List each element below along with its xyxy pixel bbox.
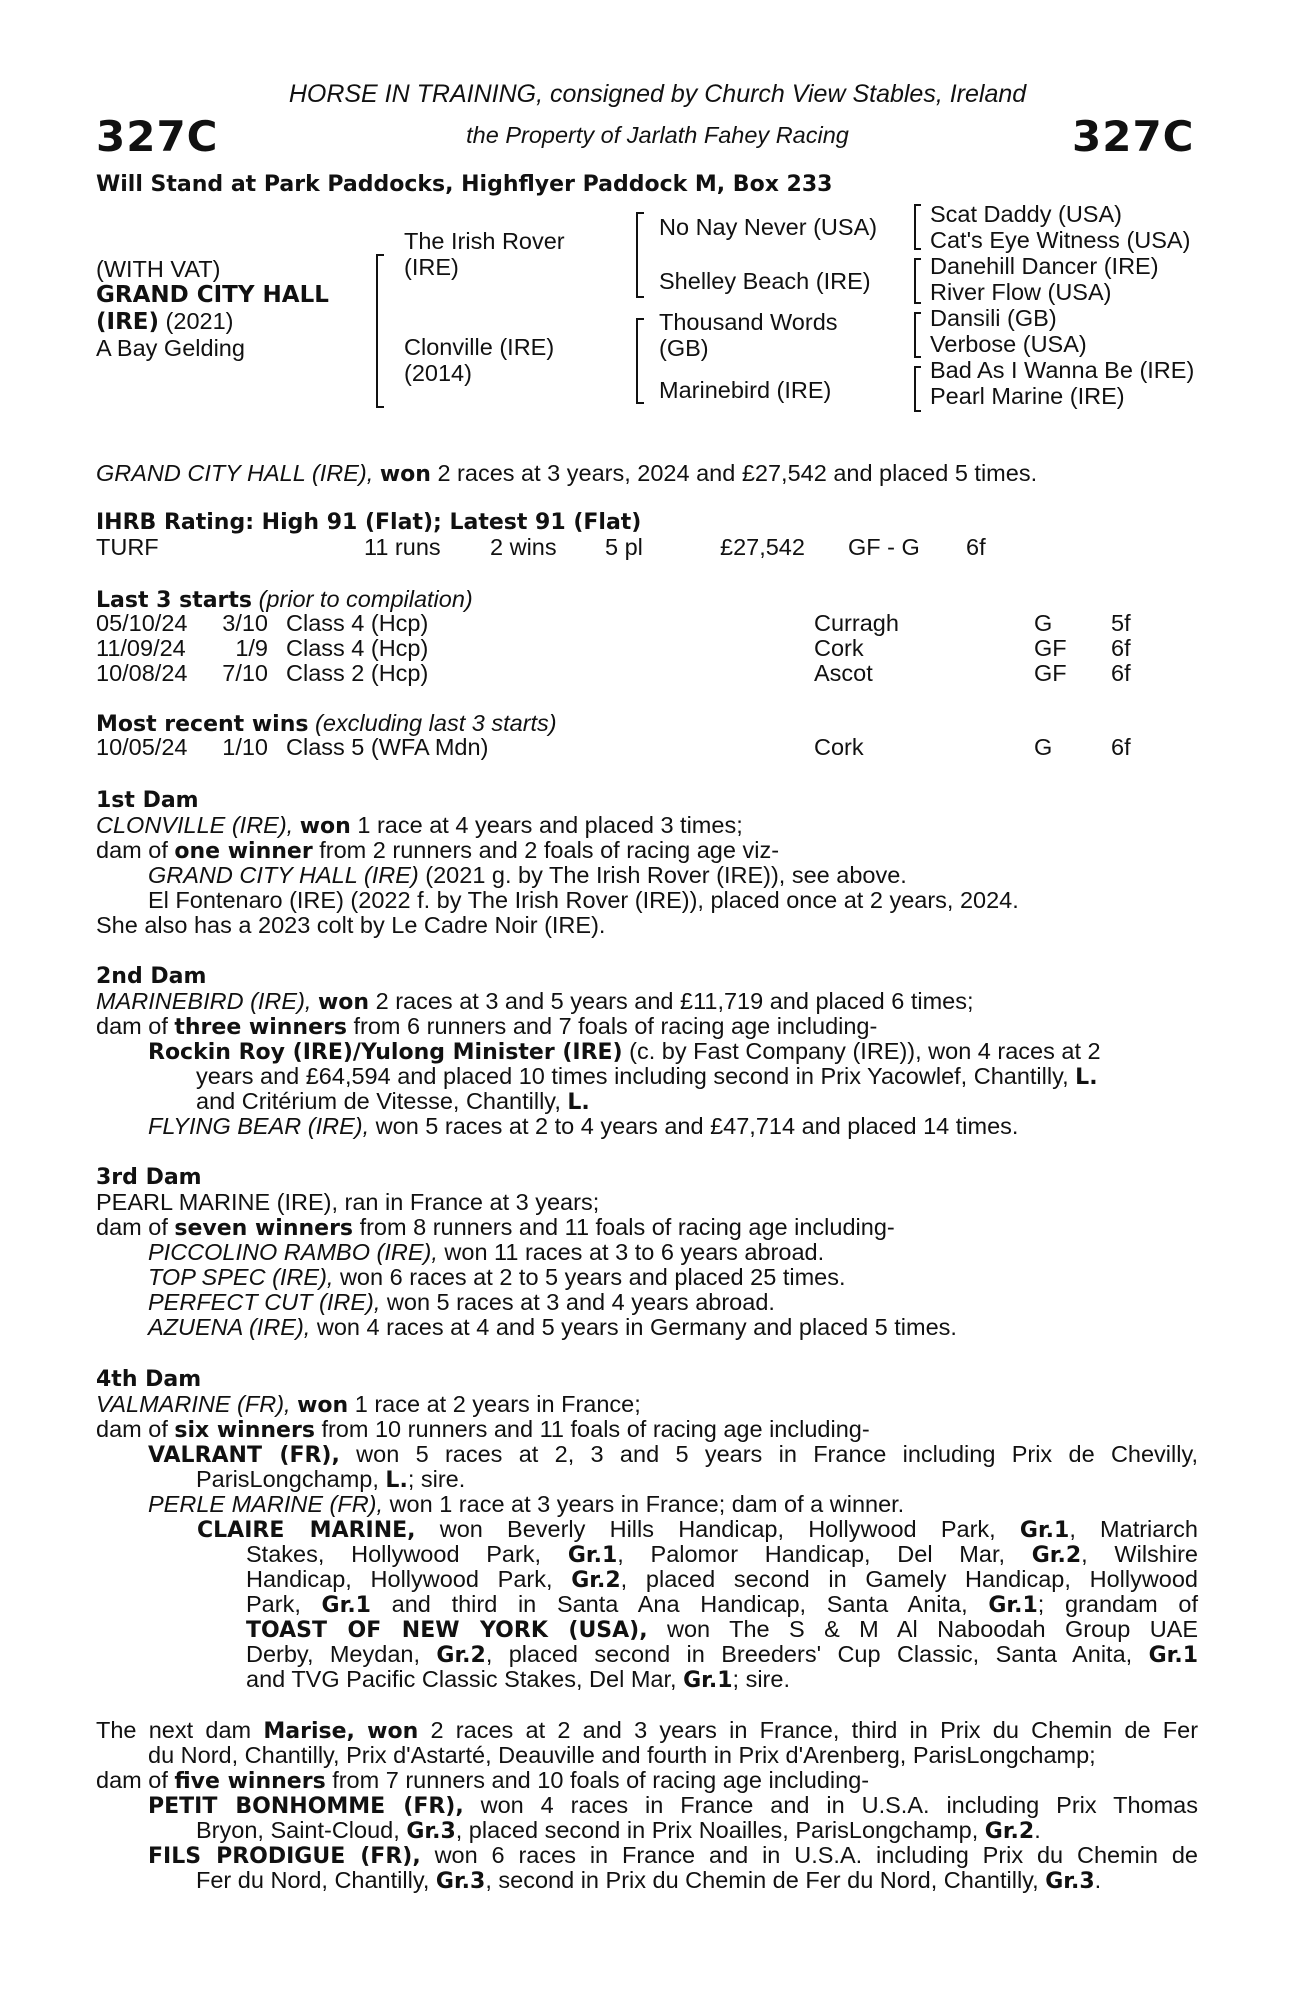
dam1-offspring-2: El Fontenaro (IRE) (2022 f. by The Irish Rover (IRE)), placed once at 2 years, 2024. — [148, 887, 1019, 913]
last3-rows-dist: 6f — [1111, 660, 1131, 686]
dam3-line1: PEARL MARINE (IRE), ran in France at 3 years; — [96, 1189, 600, 1215]
rating-distance: 6f — [966, 534, 986, 560]
dam4-perle-marine: PERLE MARINE (FR), won 1 race at 3 years in France; dam of a winner. — [148, 1491, 905, 1517]
dam4-valrant-line1: VALRANT (FR), won 5 races at 2, 3 and 5 years in France including Prix de Chevilly, — [148, 1441, 1198, 1468]
pedigree-brace-sire — [636, 212, 644, 298]
dam3-runner3: PERFECT CUT (IRE), won 5 races at 3 and 4 years abroad. — [148, 1289, 775, 1315]
rating-placed: 5 pl — [605, 534, 643, 560]
rating-surface: TURF — [96, 534, 159, 560]
next-dam-line1: The next dam Marise, won 2 races at 2 and 3 years in France, third in Prix du Chemin de Fer — [96, 1717, 1199, 1744]
last3-rows-race: Class 4 (Hcp) — [286, 610, 429, 636]
dam2-line1: MARINEBIRD (IRE), won 2 races at 3 and 5 years and £11,719 and placed 6 times; — [96, 988, 974, 1015]
dam2-runner1-line3: and Critérium de Vitesse, Chantilly, L. — [196, 1088, 590, 1115]
dam1-heading: 1st Dam — [96, 788, 199, 813]
rating-going: GF - G — [848, 534, 920, 560]
last3-rows-date: 11/09/24 — [96, 635, 186, 661]
last3-rows-course: Ascot — [814, 660, 873, 686]
dam3-runner1: PICCOLINO RAMBO (IRE), won 11 races at 3 to 6 years abroad. — [148, 1239, 825, 1265]
dam3-runner2: TOP SPEC (IRE), won 6 races at 2 to 5 years and placed 25 times. — [148, 1264, 846, 1290]
dam2-runner1-line1: Rockin Roy (IRE)/Yulong Minister (IRE) (c. by Fast Company (IRE)), won 4 races at 2 — [148, 1038, 1101, 1065]
last3-heading: Last 3 starts (prior to compilation) — [96, 586, 473, 613]
dam-dam: Marinebird (IRE) — [659, 377, 832, 403]
pedigree-brace-main — [376, 254, 384, 408]
last3-rows-race: Class 4 (Hcp) — [286, 635, 429, 661]
sire-sire: No Nay Never (USA) — [659, 214, 878, 240]
dam3-line2: dam of seven winners from 8 runners and 11 foals of racing age including- — [96, 1214, 895, 1241]
race-summary: GRAND CITY HALL (IRE), won 2 races at 3 years, 2024 and £27,542 and placed 5 times. — [96, 460, 1038, 487]
last3-rows-pos: 1/9 — [235, 635, 268, 661]
dam-sire: Thousand Words (GB) — [659, 309, 838, 361]
consignor-line: HORSE IN TRAINING, consigned by Church View Stables, Ireland — [288, 80, 1027, 108]
last3-rows-date: 05/10/24 — [96, 610, 188, 636]
last3-rows-pos: 7/10 — [222, 660, 268, 686]
rating-wins: 2 wins — [490, 534, 557, 560]
pedigree-brace-dam — [636, 318, 644, 404]
recent-rows-course: Cork — [814, 734, 864, 760]
dam2-line2: dam of three winners from 6 runners and 7 foals of racing age including- — [96, 1013, 878, 1040]
horse-name: GRAND CITY HALL — [96, 282, 329, 308]
claire-marine-line6: Derby, Meydan, Gr.2, placed second in Breeders' Cup Classic, Santa Anita, Gr.1 — [246, 1641, 1199, 1668]
claire-marine-line4: Park, Gr.1 and third in Santa Ana Handicap, Santa Anita, Gr.1; grandam of — [246, 1591, 1199, 1618]
dam1-line2: dam of one winner from 2 runners and 2 foals of racing age viz- — [96, 837, 780, 864]
pedigree-brace-g4 — [914, 366, 921, 412]
dam2-heading: 2nd Dam — [96, 964, 207, 989]
dam3-heading: 3rd Dam — [96, 1165, 202, 1190]
pedigree-brace-g3 — [914, 312, 921, 358]
vat-note: (WITH VAT) — [96, 256, 221, 282]
property-line: the Property of Jarlath Fahey Racing — [466, 122, 849, 148]
horse-year: (2021) — [165, 308, 234, 334]
fils-prodigue-line2: Fer du Nord, Chantilly, Gr.3, second in Prix du Chemin de Fer du Nord, Chantilly, Gr.3. — [196, 1867, 1102, 1894]
recent-rows-race: Class 5 (WFA Mdn) — [286, 734, 489, 760]
fils-prodigue-line1: FILS PRODIGUE (FR), won 6 races in France and in U.S.A. including Prix du Chemin de — [148, 1842, 1198, 1869]
horse-country: (IRE) — [96, 309, 160, 335]
last3-rows-going: GF — [1034, 660, 1067, 686]
pedigree-gen3: Scat Daddy (USA) Cat's Eye Witness (USA) Danehill Dancer (IRE) River Flow (USA) Dansili (GB) Verbose (USA) Bad As I Wanna Be (IRE) Pearl Marine (IRE) — [930, 201, 1195, 409]
rating-runs: 11 runs — [364, 534, 441, 560]
dam4-valrant-line2: ParisLongchamp, L.; sire. — [196, 1466, 466, 1493]
horse-block — [96, 256, 329, 361]
lot-number-right: 327C — [1072, 112, 1195, 161]
dam1-line1: CLONVILLE (IRE), won 1 race at 4 years and placed 3 times; — [96, 812, 743, 839]
petit-bonhomme-line2: Bryon, Saint-Cloud, Gr.3, placed second in Prix Noailles, ParisLongchamp, Gr.2. — [196, 1817, 1041, 1844]
recent-rows-dist: 6f — [1111, 734, 1131, 760]
rating-title: IHRB Rating: High 91 (Flat); Latest 91 (Flat) — [96, 510, 642, 535]
claire-marine-line2: Stakes, Hollywood Park, Gr.1, Palomor Handicap, Del Mar, Gr.2, Wilshire — [246, 1541, 1198, 1568]
last3-rows-course: Cork — [814, 635, 864, 661]
dam1-note: She also has a 2023 colt by Le Cadre Noir (IRE). — [96, 912, 606, 938]
claire-marine-line7: and TVG Pacific Classic Stakes, Del Mar, Gr.1; sire. — [246, 1666, 790, 1693]
last3-rows-going: GF — [1034, 635, 1067, 661]
last3-rows-dist: 6f — [1111, 635, 1131, 661]
last3-rows-course: Curragh — [814, 610, 899, 636]
dam1-offspring-1: GRAND CITY HALL (IRE) (2021 g. by The Irish Rover (IRE)), see above. — [148, 862, 907, 888]
pedigree-brace-g2 — [914, 258, 921, 304]
dam3-runner4: AZUENA (IRE), won 4 races at 4 and 5 years in Germany and placed 5 times. — [148, 1314, 957, 1340]
recent-wins-heading: Most recent wins (excluding last 3 starts) — [96, 710, 557, 737]
claire-marine-line5: TOAST OF NEW YORK (USA), won The S & M Al Naboodah Group UAE — [246, 1616, 1199, 1643]
recent-rows-going: G — [1034, 734, 1053, 760]
last3-rows-pos: 3/10 — [222, 610, 268, 636]
claire-marine-line1: CLAIRE MARINE, won Beverly Hills Handicap, Hollywood Park, Gr.1, Matriarch — [197, 1516, 1198, 1543]
recent-rows-date: 10/05/24 — [96, 734, 188, 760]
dam4-line1: VALMARINE (FR), won 1 race at 2 years in France; — [96, 1391, 641, 1418]
last3-rows-date: 10/08/24 — [96, 660, 188, 686]
next-dam-line3: dam of five winners from 7 runners and 10 foals of racing age including- — [96, 1767, 870, 1794]
lot-number-left: 327C — [96, 112, 219, 161]
dam: Clonville (IRE) (2014) — [404, 334, 555, 386]
claire-marine-line3: Handicap, Hollywood Park, Gr.2, placed second in Gamely Handicap, Hollywood — [246, 1566, 1199, 1593]
last3-rows-race: Class 2 (Hcp) — [286, 660, 429, 686]
petit-bonhomme-line1: PETIT BONHOMME (FR), won 4 races in France and in U.S.A. including Prix Thomas — [148, 1792, 1198, 1819]
stabling-location: Will Stand at Park Paddocks, Highflyer Paddock M, Box 233 — [96, 172, 833, 197]
recent-rows-pos: 1/10 — [222, 734, 268, 760]
last3-rows-going: G — [1034, 610, 1053, 636]
dam4-line2: dam of six winners from 10 runners and 11 foals of racing age including- — [96, 1416, 870, 1443]
last3-rows-dist: 5f — [1111, 610, 1131, 636]
next-dam-line2: du Nord, Chantilly, Prix d'Astarté, Deauville and fourth in Prix d'Arenberg, ParisLongchamp; — [148, 1742, 1096, 1768]
dam2-runner1-line2: years and £64,594 and placed 10 times including second in Prix Yacowlef, Chantilly, L. — [196, 1063, 1098, 1090]
rating-earnings: £27,542 — [720, 534, 805, 560]
sire: The Irish Rover (IRE) — [404, 228, 565, 280]
sire-dam: Shelley Beach (IRE) — [659, 268, 871, 294]
dam2-runner2: FLYING BEAR (IRE), won 5 races at 2 to 4 years and £47,714 and placed 14 times. — [148, 1113, 1019, 1139]
horse-description: A Bay Gelding — [96, 335, 245, 361]
dam4-heading: 4th Dam — [96, 1367, 202, 1392]
pedigree-brace-g1 — [914, 204, 921, 250]
